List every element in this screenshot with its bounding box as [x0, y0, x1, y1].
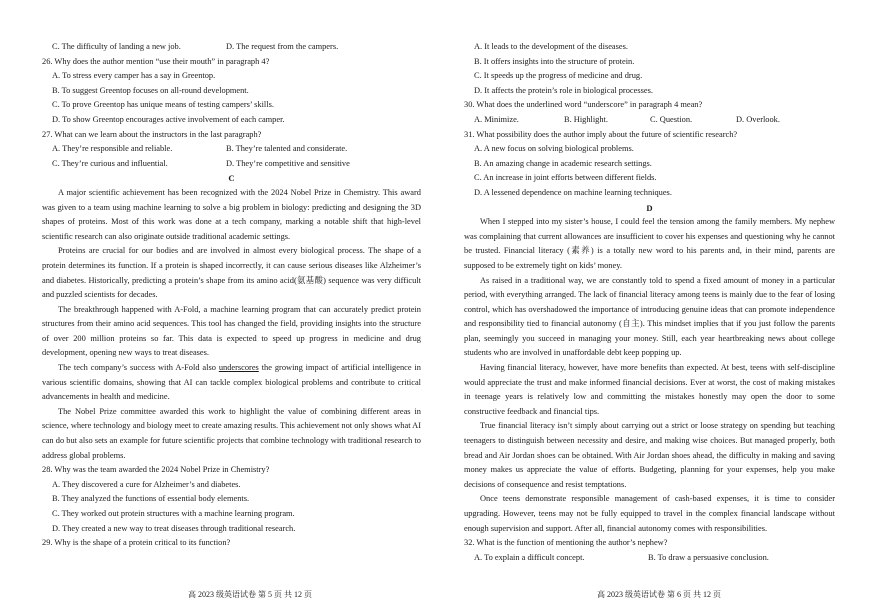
passage-d-paragraph-1: When I stepped into my sister’s house, I could feel the tension among the family members. My nephew was complaining that current allowances are insufficient to cover his expenses and questioning why he cannot be trusted. Financial literacy (素养) is a totally new word to his parents and, in their mind, parents are supposed to be extremely tight on kids’ money. — [464, 217, 835, 270]
passage-c-paragraph-5: The Nobel Prize committee awarded this work to highlight the value of combining different areas in science, where technology and biology meet to create amazing results. This achievement not only shows what AI can do but also sets an example for future scientific projects that combine technology with traditional research to address global problems. — [42, 406, 421, 460]
left-page — [42, 40, 421, 551]
option-29d: D. It affects the protein’s role in biological processes. — [474, 85, 653, 95]
question-30: 30. What does the underlined word “underscore” in paragraph 4 mean? — [464, 100, 703, 110]
question-32: 32. What is the function of mentioning the author’s nephew? — [464, 538, 668, 548]
passage-c-paragraph-1: A major scientific achievement has been recognized with the 2024 Nobel Prize in Chemistry. This award was given to a team using machine learning to solve a big problem in biology: predicting and designing the 3D shapes of proteins. Most of this work was done at a tech company, marking a notable shift that high-level scientific research can also originate outside traditional academic settings. — [42, 187, 421, 241]
question-28: 28. Why was the team awarded the 2024 Nobel Prize in Chemistry? — [42, 465, 270, 475]
question-26: 26. Why does the author mention “use their mouth” in paragraph 4? — [42, 56, 270, 66]
paragraph-4-text-end: the growing impact of artificial intelligence in various scientific domains, showing that AI can tackle complex biological problems and contribute to critical advancements in health and medicine. — [42, 363, 421, 402]
option-28d: D. They created a new way to treat diseases through traditional research. — [52, 523, 296, 533]
option-30d: D. Overlook. — [736, 114, 780, 124]
option-29c: C. It speeds up the progress of medicine and drug. — [474, 71, 643, 81]
passage-c-paragraph-4 — [42, 361, 421, 405]
passage-d-paragraph-2: As raised in a traditional way, we are constantly told to spend a fixed amount of money in a particular period, with everything arranged. The lack of financial literacy among teens is mainly due to the fear of losing control, which has overshadowed the importance of introducing genuine ideas that can promote independence and responsibility tied to financial autonomy (自主). This mindset implies that if you just follow the parents plan, seemingly you succeed in managing your money. Still, each year heartbreaking news about college students who are involved in unaffordable debt keep popping up. — [464, 275, 835, 358]
option-31b: B. An amazing change in academic research settings. — [474, 158, 652, 168]
option-31d: D. A lessened dependence on machine learning techniques. — [474, 187, 672, 197]
section-heading-d: D — [646, 202, 653, 213]
option-26a: A. To stress every camper has a say in Greentop. — [52, 71, 216, 81]
option-25d: D. The request from the campers. — [226, 42, 339, 51]
option-28b: B. They analyzed the functions of essential body elements. — [52, 494, 250, 504]
question-27: 27. What can we learn about the instructors in the last paragraph? — [42, 129, 262, 139]
question-29: 29. Why is the shape of a protein critical to its function? — [42, 538, 231, 548]
right-page — [464, 40, 835, 565]
passage-d-paragraph-4: True financial literacy isn’t simply about carrying out a strict or loose strategy on spending but teaching teenagers to distinguish between necessity and desire, and making wise choices. But managed properly, both bread and Air Jordan shoes can be obtained. With Air Jordan shoes ahead, the difficulty in making and saving money makes us appreciate the value of efforts. Budgeting, planning for your expenses, help you make decisions of consequence and resist temptations. — [464, 421, 835, 489]
option-27a: A. They’re responsible and reliable. — [52, 144, 173, 154]
option-32b: B. To draw a persuasive conclusion. — [648, 552, 769, 562]
option-26b: B. To suggest Greentop focuses on all-round development. — [52, 85, 249, 95]
option-27b: B. They’re talented and considerate. — [226, 144, 348, 154]
option-28c: C. They worked out protein structures with a machine learning program. — [52, 509, 295, 518]
passage-c-paragraph-2: Proteins are crucial for our bodies and are involved in almost every biological process. The shape of a protein determines its function. If a protein is shaped incorrectly, it can cause serious diseases like Alzheimer’s and diabetes. Historically, predicting a protein’s shape from its amino acid(氨基酸) sequence was very difficult and puzzled scientists for decades. — [42, 246, 421, 300]
option-29b: B. It offers insights into the structure of protein. — [474, 56, 635, 66]
passage-c-paragraph-3: The breakthrough happened with A-Fold, a machine learning program that can accurately predict protein structures from their amino acid sequences. This tool has changed the field, providing insights into the structure of over 200 million proteins so far. This data is expected to speed up progress in medicine and drug development, opening new ways to treat diseases. — [42, 304, 421, 358]
underlined-word: underscores — [218, 363, 259, 373]
option-30c: C. Question. — [650, 114, 693, 124]
option-32a: A. To explain a difficult concept. — [474, 552, 585, 562]
option-31c: C. An increase in joint efforts between different fields. — [474, 173, 657, 183]
page-footer-left: 高 2023 级英语试卷 第 5 页 共 12 页 — [188, 590, 312, 599]
section-heading-c: C — [228, 173, 235, 184]
option-row — [464, 551, 835, 566]
option-row — [42, 40, 421, 55]
question-31: 31. What possibility does the author imply about the future of scientific research? — [464, 129, 738, 139]
passage-d-paragraph-3: Having financial literacy, however, have more benefits than expected. At best, teens with self-discipline would appreciate the trust and make informed financial decisions. Ever at worst, the cost of making mistakes in teenage years is relatively low and committing the mistakes honestly may open the door to some constructive feedback and financial tips. — [464, 363, 835, 416]
option-26d: D. To show Greentop encourages active involvement of each camper. — [52, 114, 285, 124]
option-row — [464, 113, 835, 128]
option-row — [42, 142, 421, 157]
option-27d: D. They’re competitive and sensitive — [226, 158, 350, 168]
option-28a: A. They discovered a cure for Alzheimer’s and diabetes. — [52, 479, 241, 489]
option-30b: B. Highlight. — [564, 114, 608, 124]
option-26c: C. To prove Greentop has unique means of testing campers’ skills. — [52, 100, 274, 110]
option-29a: A. It leads to the development of the diseases. — [474, 42, 628, 51]
option-30a: A. Minimize. — [474, 114, 519, 124]
option-31a: A. A new focus on solving biological problems. — [474, 144, 634, 154]
option-27c: C. They’re curious and influential. — [52, 158, 168, 168]
passage-d-paragraph-5: Once teens demonstrate responsible management of cash-based expenses, it is time to consider upgrading. However, teens may not be fully equipped to travel in the complex financial landscape without enough supervision and support. After all, financial autonomy comes with responsibilities. — [464, 494, 835, 533]
option-25c: C. The difficulty of landing a new job. — [52, 42, 181, 51]
page-footer-right: 高 2023 级英语试卷 第 6 页 共 12 页 — [597, 590, 721, 599]
paragraph-4-text-start: The tech company’s success with A-Fold also — [58, 363, 219, 373]
option-row — [42, 157, 421, 172]
